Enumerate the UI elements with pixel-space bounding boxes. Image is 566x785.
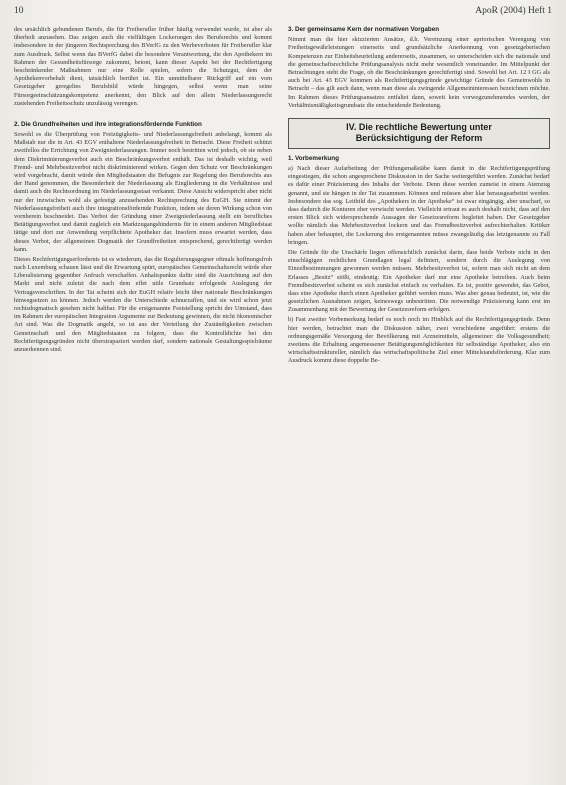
paragraph: b) Fast zweiter Vorbemerkung bedarf es noch noch im Hinblick auf die Rechtfertigungsgründe. Denn hier werden, betrachtet man die Diskussion näher, zwei verschiedene angeführt: erstens die ordnungsgemäße Versorgung der Bevölkerung mit Arzneimitteln, allgemeiner: die Volksgesundheit; zweitens die Erhaltung angemessener Betätigungsmöglichkeiten für selbständige Apotheker, also ein wirtschaftsstruktureller, nämlich das wirtschaftspolitische Ziel einer Mittelstandsförderung. Klar zum Ausdruck kommt diese doppelte Be- <box>288 316 550 365</box>
chapter-heading-box <box>288 118 550 149</box>
paragraph: Dieses Rechtfertigungserfordernis ist es wiederum, das die Regulierungsgegner oftmals hoffnungsfroh nach Luxemburg schauen lässt und die Erwartung spürt, europäisches Gemeinschaftsrecht würde eher Liberalisierung gegenüber Anfruch verschaffen. Anhaltspunkte dafür sind die Ausrichtung auf den Markt und nicht zuletzt die nach dem effet utile Grundsatz erfolgende Auslegung der Vertragsvorschriften. In der Tat scheint sich der EuGH relativ leicht über nationale Beschränkungen hinwegsetzen zu können. Jedoch werden die Unterschiede schnurzaffen, und sie wird schon jetzt rechtsdogmatisch gesehen nicht haltbar. Für die erstgenannte Feststellung spricht der Umstand, dass im Rahmen der europäischen Integration Argumente zur Bedeutung gewinnen, die nicht ökonomischer Art sind. Was die Dogmatik angeht, so ist aus der Verteilung der Zuständigkeiten zwischen Gemeinschaft und den Mitgliedstaaten zu folgern, dass die Kontrolldichte bei den Rechtfertigungsgründen nicht überstrapaziert werden darf, sondern nationale Gestaltungsspielräume anzuerkennen sind. <box>14 255 272 353</box>
section-heading: 1. Vorbemerkung <box>288 154 339 162</box>
section-heading: 3. Der gemeinsame Kern der normativen Vorgaben <box>288 26 440 33</box>
paragraph: Nimmt man die hier skizzierten Ansätze, d.h. Vereinzung einer apriorischen Verengung von Freiheitsgewährleistungen einerseits und grundsätzliche Anerkennung von gesetzgeberischen Kompetenzen zur Einheitsbeurteilung andererseits, zusammen, so unterscheiden sich die nationale und die gemeinschaftsrechtliche Prüfungsanalysis nicht mehr wesentlich voneinander. Im Mittelpunkt der Betrachtungen steht die Frage, ob die Beschränkungen gerechtfertigt sind. Sowohl bei Art. 12 I GG als auch bei Art. 43 EGV kommen als Rechtfertigungsgründe gewichtige Gründe des Gemeinwohls in Betracht – das gilt auch dann, wenn man diese als zwingende Allgemeininteressen bezeichnen möchte. Im Rahmen dieses Prüfungsansatzes entfaltet dann, soweit kein vorwegzunehmendes werden, der Verhältnismäßigkeitsgrundsatz die entscheidende Bedeutung. <box>288 36 550 109</box>
paragraph: Die Gründe für die Unschärfe liegen offensichtlich zunächst darin, dass beide Verbote nicht in den einschlägigen rechtlichen Grundlagen legal definiert, sondern durch die Auslegung von Einzelbestimmungen gewonnen werden müssen. Mehrbesitzverbot ist, sofern man sich nicht an dem Erlasses „Besitz“ stößt, eindeutig: Ein Apotheker darf nur eine Apotheke betreiben. Auch beim Fremdbesitzverbot scheint es sich zunächst einfach zu verhalten. Es ist, positiv gewendet, das Gebot, dass eine Apotheke durch einen Apotheker geführt werden muss. Was aber genau bedeutet, ist, wie die gesetzlichen Ausnahmen zeigen, keineswegs unbestritten. Die notwendige Präzisierung kann erst im Zusammenhang mit der Bewertung der Gesetzesreform erfolgen. <box>288 248 550 314</box>
page-header <box>14 6 552 22</box>
chapter-title-line-1: IV. Die rechtliche Bewertung unter <box>346 121 492 132</box>
section-heading: 2. Die Grundfreiheiten und ihre integrationsfördernde Funktion <box>14 120 202 128</box>
paragraph: des ursächlich gebundenen Berufs, die für Freiberufler früher häufig verwendet wurde, ist aber als überholt anzusehen. Das zeigen auch die vielfältigen Lockerungen des Berufsrechts und kommt insbesondere in der jüngeren Rechtsprechung des BVerfG zu den Werbeverboten für Freiberufler klar zum Ausdruck. Selbst wenn das BVerfG dabei die besondere Verantwortung, die den Apothekern im Rahmen der Gesundheitsfürsorge zukommt, betont, kann dieser Aspekt bei der Rechtfertigung beschränkender Maßnahmen nur eine Rolle spielen, sofern die Schutzgut, dem der Apothekenvorbehalt dient, tatsächlich berührt ist. Ein unmittelbarer Rückgriff auf ein vom Gesetzgeber geregeltes Berufsbild würde hingegen, selbst wenn man seine Fürsorgeeinschätzungskompetenz anerkennt, den Blick auf den allein Niederlassungsrecht zustehenden Freiheitsschutz unzulässig verengen. <box>14 26 272 107</box>
left-column <box>14 26 272 356</box>
chapter-title-line-2: Berücksichtigung der Reform <box>355 132 483 143</box>
page-number: 10 <box>14 6 24 16</box>
paragraph: Sowohl es die Überprüfung von Freizügigkeits- und Niederlassungsfreiheit anbelangt, kommt als Maßstab nur die in Art. 43 EGV enthaltene Niederlassungsfreiheit in Betracht. Diese Freiheit schützt zweifellos die Errichtung von Zweigniederlassungen. Immer noch bestritten wird jedoch, ob sie neben dem Diskriminierungsverbot auch ein Beschränkungsverbot enthält. Das ist deshalb wichtig, weil Fremd- und Mehrbesitzverbot nicht diskriminierend wirken. Gegen den Schutz vor Beschränkungen wird vorgebracht, damit würde den Mitgliedstaaten die Befugnis zur Regelung des Berufsrechts aus der Hand genommen, die Besonderheit der Niederlassung als Eingliederung in die Verhältnisse und damit auch die Rechtsordnung im Niederlassungsstaat verkannt. Diese Ansicht widerspricht aber nicht nur der inzwischen wohl als gefestigt anzusehenden Rechtsprechung des EuGH. Sie nimmt der Niederlassungsfreiheit auch ihre integrationsfördernde Funktion, indem sie deren Wirkung schon von vornherein beschneidet. Das Verbot der Gründung einer Zweigniederlassung stellt ein berufliches Betätigungsverbot und damit zugleich ein Marktzugangshindernis für in einem anderen Mitgliedstaat tätige und dort zur Anwendung verpflichtete Apotheker dar. Insofern muss erwartet werden, dass dieses Verbot, der allgemeinen Dogmatik der Grundfreiheiten entsprechend, gerechtfertigt werden kann. <box>14 131 272 253</box>
paragraph: a) Nach dieser Aufarbeitung der Prüfungsmaßstäbe kann damit in die Rechtfertigungsprüfung eingestiegen, die schon angesprochene Diskussion in der Sache weitergeführt werden. Zunächst bedarf es dafür einer Präzisierung des Inhalts der Verbote. Denn diese werden zumeist in einem Atemzug genannt, und sie hängen in der Tat zusammen. Können und müssen aber klar herausgearbeitet werden. Insbesondere das sog. Leitbild des „Apothekers in der Apotheke“ ist zwar eingängig, aber unscharf, so dass dadurch die Konturen eher verwischt werden. Vielleicht ertraut es auch deshalb nicht, dass auf den ersten Blick sich widersprechende Aussagen der Gesetzesreform begleitet haben. Der Gesetzgeber wollte nämlich das Mehrbesitzverbot lockern und das Fremdbesitzverbot aufrechterhalten. Kritiker haben aber behauptet, die Lockerung des erstgenannten müsse zwangsläufig das letztgenannte zu Fall bringen. <box>288 165 550 246</box>
right-column <box>288 26 550 368</box>
journal-reference: ApoR (2004) Heft 1 <box>475 6 552 16</box>
